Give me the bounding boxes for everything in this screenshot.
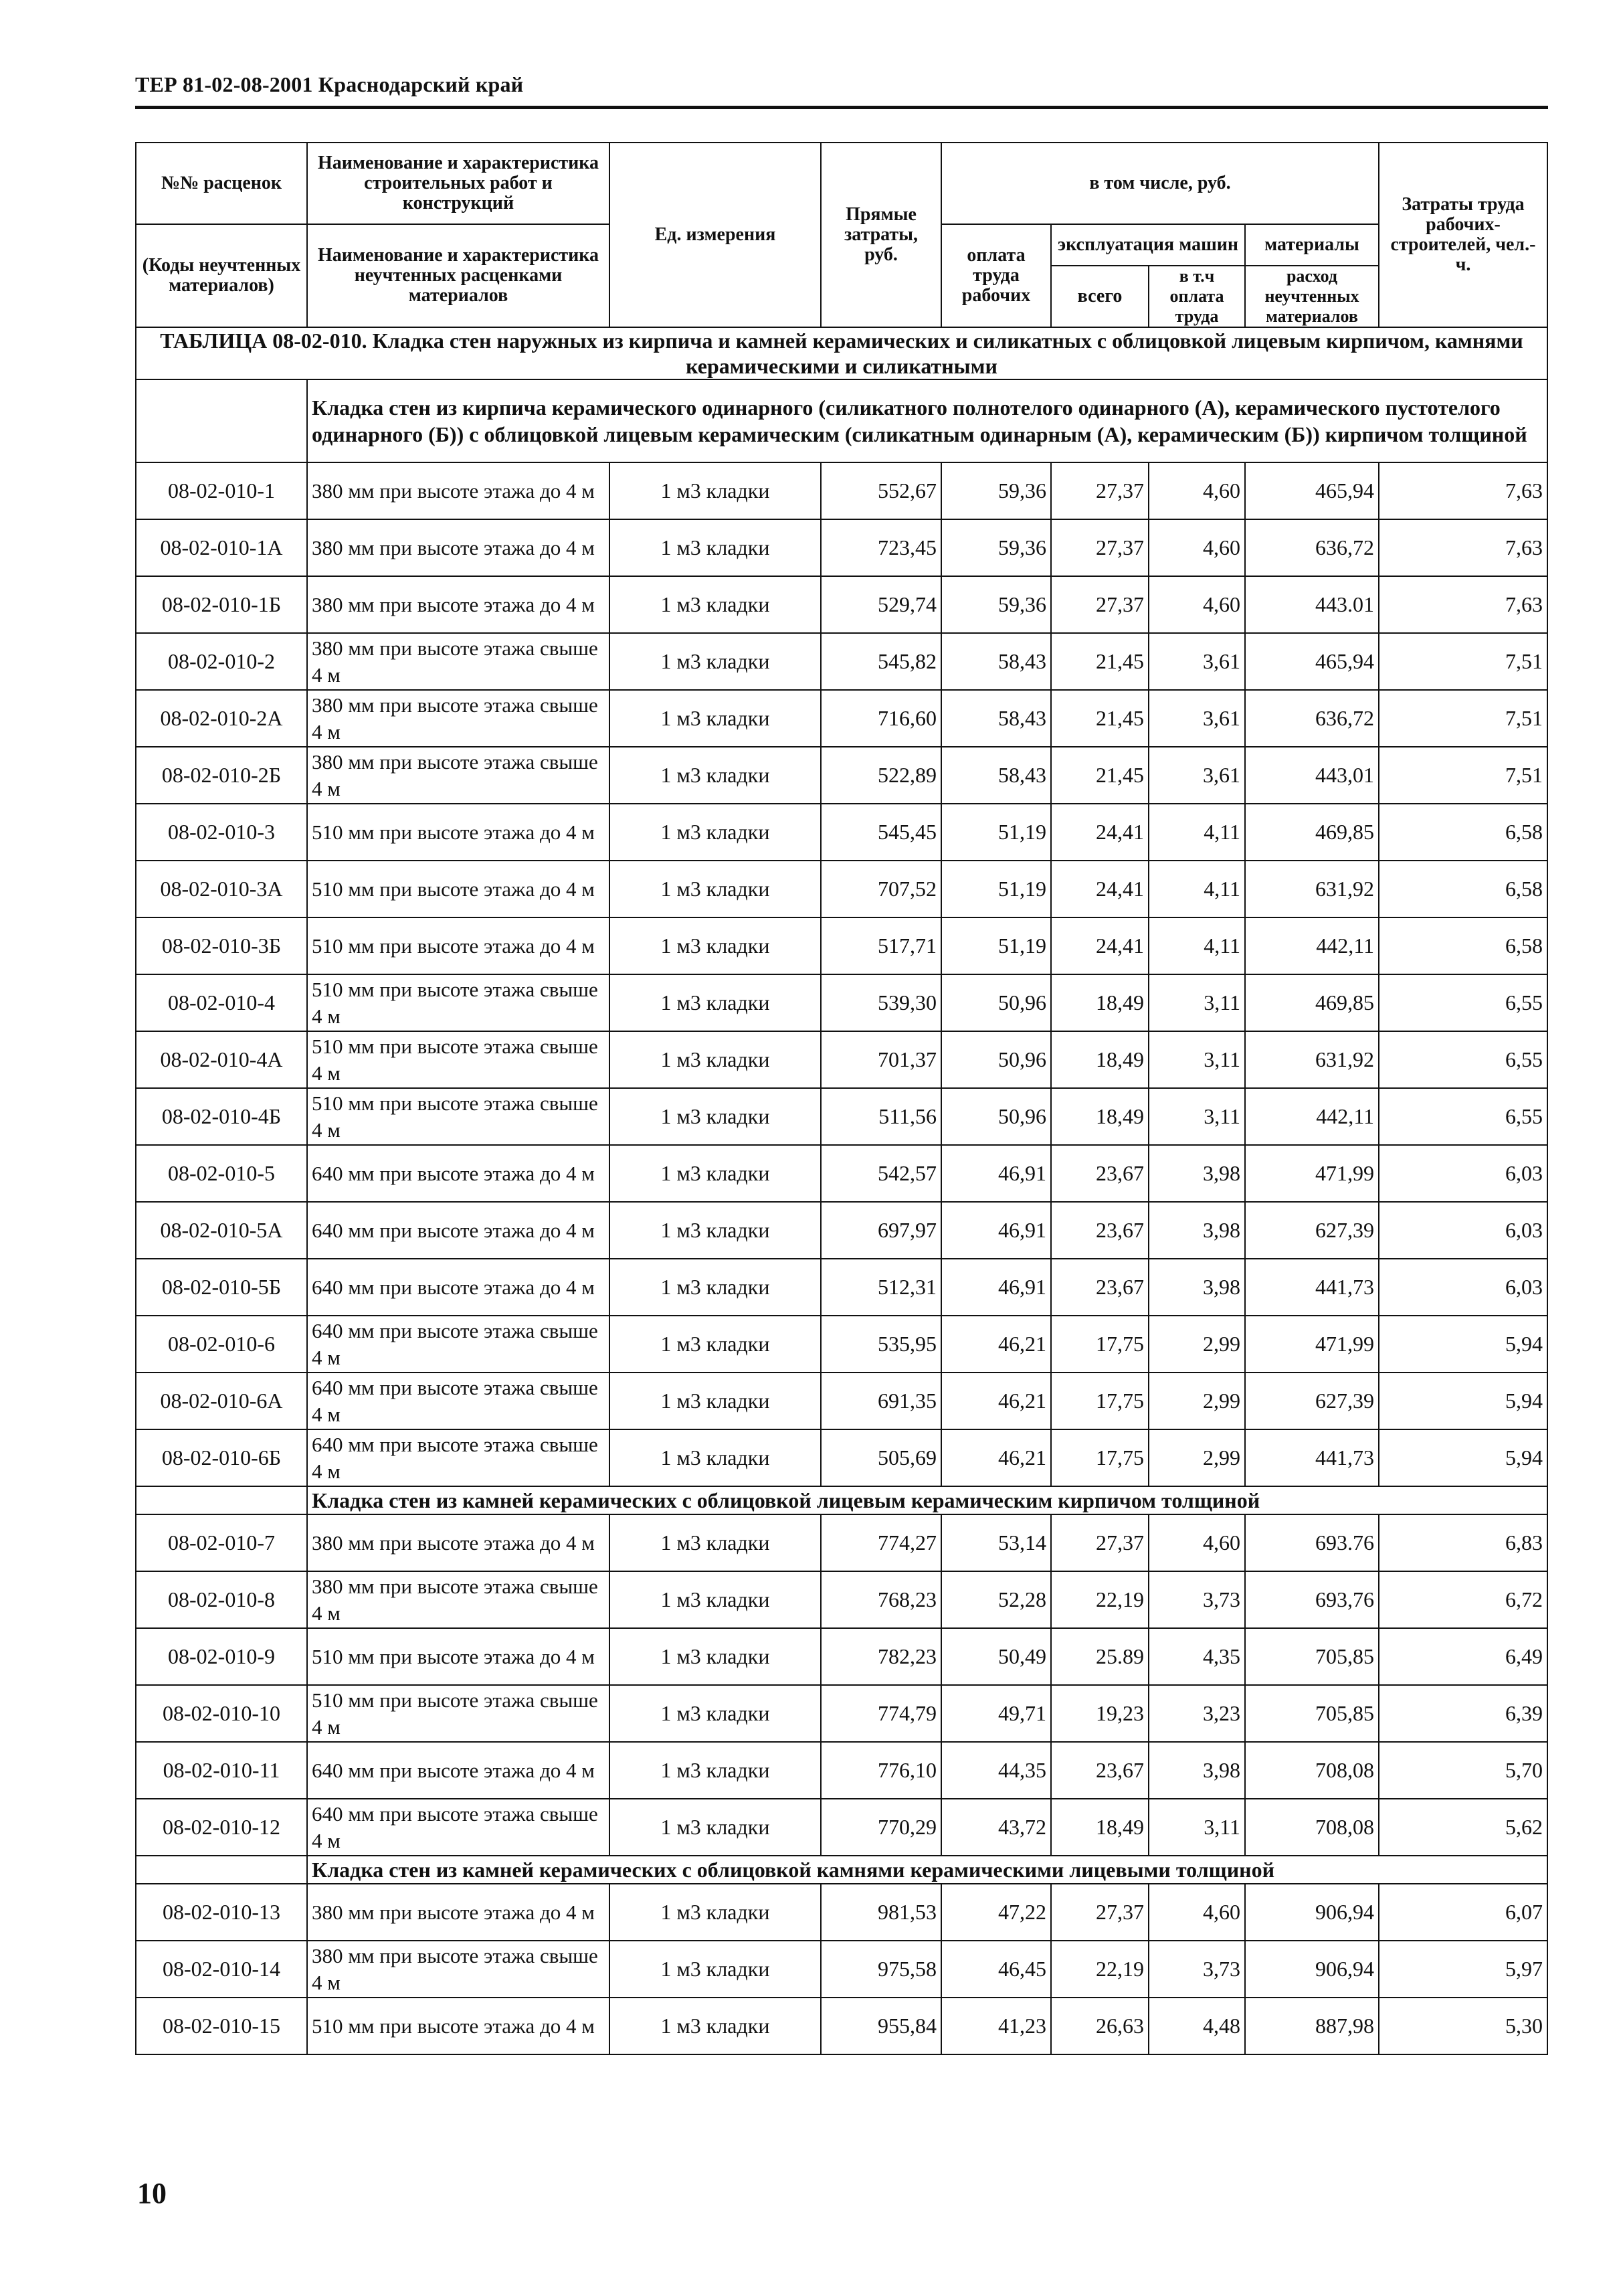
work-name: 640 мм при высоте этажа свыше 4 м xyxy=(307,1799,609,1856)
wages-cost: 50,96 xyxy=(941,1031,1051,1088)
wages-cost: 59,36 xyxy=(941,576,1051,633)
wages-cost: 53,14 xyxy=(941,1514,1051,1571)
section-blank-cell xyxy=(136,1856,307,1884)
work-name: 510 мм при высоте этажа до 4 м xyxy=(307,917,609,974)
materials-cost: 465,94 xyxy=(1245,462,1379,519)
labor-hours: 6,03 xyxy=(1379,1259,1547,1316)
machines-wages-cost: 3,98 xyxy=(1149,1259,1245,1316)
work-name: 510 мм при высоте этажа до 4 м xyxy=(307,1998,609,2054)
rate-code: 08-02-010-6А xyxy=(136,1373,307,1429)
machines-wages-cost: 3,61 xyxy=(1149,747,1245,804)
unit-of-measure: 1 м3 кладки xyxy=(609,1316,821,1373)
machines-cost: 26,63 xyxy=(1051,1998,1149,2054)
wages-cost: 46,21 xyxy=(941,1316,1051,1373)
rate-code: 08-02-010-4Б xyxy=(136,1088,307,1145)
rate-code: 08-02-010-6Б xyxy=(136,1429,307,1486)
rate-code: 08-02-010-2 xyxy=(136,633,307,690)
col-code-header: №№ расценок xyxy=(136,143,307,224)
materials-cost: 705,85 xyxy=(1245,1628,1379,1685)
section-blank-cell xyxy=(136,379,307,462)
materials-cost: 631,92 xyxy=(1245,861,1379,917)
labor-hours: 5,70 xyxy=(1379,1742,1547,1799)
rate-code: 08-02-010-3Б xyxy=(136,917,307,974)
machines-cost: 27,37 xyxy=(1051,519,1149,576)
rate-code: 08-02-010-2А xyxy=(136,690,307,747)
machines-cost: 27,37 xyxy=(1051,1884,1149,1941)
machines-wages-cost: 4,11 xyxy=(1149,804,1245,861)
work-name: 380 мм при высоте этажа до 4 м xyxy=(307,1514,609,1571)
wages-cost: 46,91 xyxy=(941,1145,1051,1202)
labor-hours: 5,94 xyxy=(1379,1316,1547,1373)
table-row xyxy=(136,519,1547,576)
machines-wages-cost: 3,23 xyxy=(1149,1685,1245,1742)
direct-cost: 529,74 xyxy=(821,576,941,633)
work-name: 380 мм при высоте этажа до 4 м xyxy=(307,1884,609,1941)
labor-hours: 5,94 xyxy=(1379,1373,1547,1429)
col-name-alt-header: Наименование и характеристика неучтенных расценками материалов xyxy=(307,224,609,327)
rate-code: 08-02-010-2Б xyxy=(136,747,307,804)
page-header: ТЕР 81-02-08-2001 Краснодарский край xyxy=(135,72,524,96)
machines-wages-cost: 3,11 xyxy=(1149,974,1245,1031)
table-row xyxy=(136,1941,1547,1998)
machines-cost: 18,49 xyxy=(1051,974,1149,1031)
labor-hours: 6,49 xyxy=(1379,1628,1547,1685)
materials-cost: 693.76 xyxy=(1245,1514,1379,1571)
machines-cost: 24,41 xyxy=(1051,804,1149,861)
work-name: 380 мм при высоте этажа свыше 4 м xyxy=(307,1941,609,1998)
table-row xyxy=(136,1884,1547,1941)
rate-code: 08-02-010-5А xyxy=(136,1202,307,1259)
col-machines-wages-header: в т.ч оплата труда xyxy=(1149,266,1245,327)
materials-cost: 469,85 xyxy=(1245,974,1379,1031)
table-row xyxy=(136,974,1547,1031)
machines-cost: 22,19 xyxy=(1051,1571,1149,1628)
table-row xyxy=(136,1571,1547,1628)
wages-cost: 47,22 xyxy=(941,1884,1051,1941)
work-name: 510 мм при высоте этажа свыше 4 м xyxy=(307,1031,609,1088)
labor-hours: 6,39 xyxy=(1379,1685,1547,1742)
direct-cost: 552,67 xyxy=(821,462,941,519)
table-row xyxy=(136,1259,1547,1316)
labor-hours: 7,63 xyxy=(1379,576,1547,633)
machines-cost: 25.89 xyxy=(1051,1628,1149,1685)
labor-hours: 6,58 xyxy=(1379,804,1547,861)
col-materials-alt-header: расход неучтенных материалов xyxy=(1245,266,1379,327)
labor-hours: 5,94 xyxy=(1379,1429,1547,1486)
work-name: 640 мм при высоте этажа до 4 м xyxy=(307,1145,609,1202)
unit-of-measure: 1 м3 кладки xyxy=(609,917,821,974)
table-row xyxy=(136,1628,1547,1685)
rate-code: 08-02-010-9 xyxy=(136,1628,307,1685)
direct-cost: 776,10 xyxy=(821,1742,941,1799)
labor-hours: 7,51 xyxy=(1379,633,1547,690)
unit-of-measure: 1 м3 кладки xyxy=(609,576,821,633)
machines-cost: 17,75 xyxy=(1051,1316,1149,1373)
labor-hours: 7,51 xyxy=(1379,747,1547,804)
machines-wages-cost: 4,60 xyxy=(1149,576,1245,633)
col-unit-header: Ед. измерения xyxy=(609,143,821,327)
machines-cost: 23,67 xyxy=(1051,1145,1149,1202)
materials-cost: 705,85 xyxy=(1245,1685,1379,1742)
materials-cost: 471,99 xyxy=(1245,1316,1379,1373)
table-row xyxy=(136,1088,1547,1145)
materials-cost: 887,98 xyxy=(1245,1998,1379,2054)
table-row xyxy=(136,462,1547,519)
wages-cost: 50,96 xyxy=(941,974,1051,1031)
unit-of-measure: 1 м3 кладки xyxy=(609,1202,821,1259)
unit-of-measure: 1 м3 кладки xyxy=(609,1514,821,1571)
unit-of-measure: 1 м3 кладки xyxy=(609,1145,821,1202)
machines-wages-cost: 3,61 xyxy=(1149,633,1245,690)
wages-cost: 46,91 xyxy=(941,1202,1051,1259)
work-name: 640 мм при высоте этажа свыше 4 м xyxy=(307,1316,609,1373)
col-materials-header: материалы xyxy=(1245,224,1379,266)
work-name: 380 мм при высоте этажа свыше 4 м xyxy=(307,690,609,747)
labor-hours: 6,55 xyxy=(1379,1088,1547,1145)
labor-hours: 6,58 xyxy=(1379,917,1547,974)
machines-cost: 21,45 xyxy=(1051,747,1149,804)
unit-of-measure: 1 м3 кладки xyxy=(609,1742,821,1799)
direct-cost: 768,23 xyxy=(821,1571,941,1628)
rate-code: 08-02-010-7 xyxy=(136,1514,307,1571)
rate-code: 08-02-010-1Б xyxy=(136,576,307,633)
machines-wages-cost: 3,73 xyxy=(1149,1941,1245,1998)
machines-wages-cost: 3,11 xyxy=(1149,1799,1245,1856)
wages-cost: 58,43 xyxy=(941,633,1051,690)
labor-hours: 6,03 xyxy=(1379,1202,1547,1259)
wages-cost: 52,28 xyxy=(941,1571,1051,1628)
section-row xyxy=(136,1856,1547,1884)
work-name: 510 мм при высоте этажа до 4 м xyxy=(307,804,609,861)
section-row xyxy=(136,379,1547,462)
materials-cost: 627,39 xyxy=(1245,1373,1379,1429)
machines-wages-cost: 4,60 xyxy=(1149,462,1245,519)
machines-wages-cost: 2,99 xyxy=(1149,1429,1245,1486)
machines-wages-cost: 3,98 xyxy=(1149,1145,1245,1202)
materials-cost: 636,72 xyxy=(1245,690,1379,747)
direct-cost: 701,37 xyxy=(821,1031,941,1088)
table-row xyxy=(136,1742,1547,1799)
wages-cost: 58,43 xyxy=(941,690,1051,747)
wages-cost: 43,72 xyxy=(941,1799,1051,1856)
labor-hours: 5,62 xyxy=(1379,1799,1547,1856)
labor-hours: 7,51 xyxy=(1379,690,1547,747)
machines-wages-cost: 4,11 xyxy=(1149,861,1245,917)
unit-of-measure: 1 м3 кладки xyxy=(609,804,821,861)
rate-code: 08-02-010-15 xyxy=(136,1998,307,2054)
machines-wages-cost: 3,11 xyxy=(1149,1031,1245,1088)
materials-cost: 443,01 xyxy=(1245,747,1379,804)
labor-hours: 6,55 xyxy=(1379,974,1547,1031)
unit-of-measure: 1 м3 кладки xyxy=(609,1031,821,1088)
materials-cost: 631,92 xyxy=(1245,1031,1379,1088)
wages-cost: 51,19 xyxy=(941,917,1051,974)
unit-of-measure: 1 м3 кладки xyxy=(609,1259,821,1316)
unit-of-measure: 1 м3 кладки xyxy=(609,1429,821,1486)
wages-cost: 51,19 xyxy=(941,804,1051,861)
labor-hours: 6,83 xyxy=(1379,1514,1547,1571)
table-row xyxy=(136,917,1547,974)
direct-cost: 539,30 xyxy=(821,974,941,1031)
labor-hours: 5,30 xyxy=(1379,1998,1547,2054)
table-row xyxy=(136,1316,1547,1373)
table-row xyxy=(136,1998,1547,2054)
materials-cost: 636,72 xyxy=(1245,519,1379,576)
rate-code: 08-02-010-11 xyxy=(136,1742,307,1799)
rate-code: 08-02-010-6 xyxy=(136,1316,307,1373)
unit-of-measure: 1 м3 кладки xyxy=(609,519,821,576)
materials-cost: 465,94 xyxy=(1245,633,1379,690)
section-title: Кладка стен из кирпича керамического одинарного (силикатного полнотелого одинарного (А), керамического пустотелого одинарного (Б)) с облицовкой лицевым керамическим (силикатным одинарным (А), керамическим (Б)) кирпичом толщиной xyxy=(307,379,1547,462)
labor-hours: 6,03 xyxy=(1379,1145,1547,1202)
rate-code: 08-02-010-3 xyxy=(136,804,307,861)
direct-cost: 716,60 xyxy=(821,690,941,747)
header-rule xyxy=(135,106,1548,109)
materials-cost: 442,11 xyxy=(1245,1088,1379,1145)
machines-wages-cost: 3,73 xyxy=(1149,1571,1245,1628)
materials-cost: 441,73 xyxy=(1245,1429,1379,1486)
work-name: 510 мм при высоте этажа до 4 м xyxy=(307,861,609,917)
unit-of-measure: 1 м3 кладки xyxy=(609,1571,821,1628)
work-name: 510 мм при высоте этажа свыше 4 м xyxy=(307,1685,609,1742)
wages-cost: 59,36 xyxy=(941,519,1051,576)
machines-wages-cost: 2,99 xyxy=(1149,1316,1245,1373)
direct-cost: 774,79 xyxy=(821,1685,941,1742)
materials-cost: 708,08 xyxy=(1245,1799,1379,1856)
direct-cost: 545,45 xyxy=(821,804,941,861)
direct-cost: 697,97 xyxy=(821,1202,941,1259)
table-title: ТАБЛИЦА 08-02-010. Кладка стен наружных из кирпича и камней керамических и силикатных с облицовкой лицевым кирпичом, камнями керамическими и силикатными xyxy=(136,327,1547,379)
table-row xyxy=(136,1373,1547,1429)
machines-wages-cost: 4,60 xyxy=(1149,1884,1245,1941)
materials-cost: 708,08 xyxy=(1245,1742,1379,1799)
direct-cost: 723,45 xyxy=(821,519,941,576)
wages-cost: 46,45 xyxy=(941,1941,1051,1998)
materials-cost: 693,76 xyxy=(1245,1571,1379,1628)
unit-of-measure: 1 м3 кладки xyxy=(609,1884,821,1941)
work-name: 640 мм при высоте этажа свыше 4 м xyxy=(307,1429,609,1486)
direct-cost: 505,69 xyxy=(821,1429,941,1486)
work-name: 640 мм при высоте этажа до 4 м xyxy=(307,1202,609,1259)
machines-cost: 23,67 xyxy=(1051,1742,1149,1799)
machines-wages-cost: 4,60 xyxy=(1149,1514,1245,1571)
work-name: 380 мм при высоте этажа до 4 м xyxy=(307,462,609,519)
work-name: 380 мм при высоте этажа до 4 м xyxy=(307,576,609,633)
machines-cost: 27,37 xyxy=(1051,1514,1149,1571)
rate-code: 08-02-010-1 xyxy=(136,462,307,519)
materials-cost: 441,73 xyxy=(1245,1259,1379,1316)
materials-cost: 627,39 xyxy=(1245,1202,1379,1259)
materials-cost: 471,99 xyxy=(1245,1145,1379,1202)
col-direct-header: Прямые затраты, руб. xyxy=(821,143,941,327)
work-name: 640 мм при высоте этажа свыше 4 м xyxy=(307,1373,609,1429)
machines-wages-cost: 3,98 xyxy=(1149,1202,1245,1259)
labor-hours: 6,72 xyxy=(1379,1571,1547,1628)
table-row xyxy=(136,1031,1547,1088)
materials-cost: 906,94 xyxy=(1245,1941,1379,1998)
work-name: 640 мм при высоте этажа до 4 м xyxy=(307,1742,609,1799)
table-row xyxy=(136,576,1547,633)
rate-code: 08-02-010-1А xyxy=(136,519,307,576)
machines-cost: 27,37 xyxy=(1051,576,1149,633)
direct-cost: 517,71 xyxy=(821,917,941,974)
rate-code: 08-02-010-5 xyxy=(136,1145,307,1202)
section-row xyxy=(136,1486,1547,1514)
table-row xyxy=(136,861,1547,917)
wages-cost: 41,23 xyxy=(941,1998,1051,2054)
col-code-alt-header: (Коды неучтенных материалов) xyxy=(136,224,307,327)
unit-of-measure: 1 м3 кладки xyxy=(609,1799,821,1856)
direct-cost: 770,29 xyxy=(821,1799,941,1856)
unit-of-measure: 1 м3 кладки xyxy=(609,1941,821,1998)
table-row xyxy=(136,633,1547,690)
materials-cost: 906,94 xyxy=(1245,1884,1379,1941)
machines-cost: 18,49 xyxy=(1051,1031,1149,1088)
machines-cost: 22,19 xyxy=(1051,1941,1149,1998)
labor-hours: 5,97 xyxy=(1379,1941,1547,1998)
work-name: 380 мм при высоте этажа до 4 м xyxy=(307,519,609,576)
unit-of-measure: 1 м3 кладки xyxy=(609,974,821,1031)
machines-wages-cost: 4,11 xyxy=(1149,917,1245,974)
rates-table xyxy=(135,142,1548,2055)
unit-of-measure: 1 м3 кладки xyxy=(609,747,821,804)
direct-cost: 955,84 xyxy=(821,1998,941,2054)
table-row xyxy=(136,804,1547,861)
work-name: 510 мм при высоте этажа свыше 4 м xyxy=(307,974,609,1031)
direct-cost: 707,52 xyxy=(821,861,941,917)
work-name: 380 мм при высоте этажа свыше 4 м xyxy=(307,747,609,804)
wages-cost: 59,36 xyxy=(941,462,1051,519)
machines-cost: 21,45 xyxy=(1051,633,1149,690)
direct-cost: 975,58 xyxy=(821,1941,941,1998)
col-machines-total-header: всего xyxy=(1051,266,1149,327)
machines-cost: 24,41 xyxy=(1051,917,1149,974)
labor-hours: 6,58 xyxy=(1379,861,1547,917)
direct-cost: 981,53 xyxy=(821,1884,941,1941)
col-including-header: в том числе, руб. xyxy=(941,143,1379,224)
unit-of-measure: 1 м3 кладки xyxy=(609,861,821,917)
rate-code: 08-02-010-4А xyxy=(136,1031,307,1088)
unit-of-measure: 1 м3 кладки xyxy=(609,1088,821,1145)
wages-cost: 49,71 xyxy=(941,1685,1051,1742)
machines-cost: 18,49 xyxy=(1051,1088,1149,1145)
machines-cost: 23,67 xyxy=(1051,1259,1149,1316)
direct-cost: 774,27 xyxy=(821,1514,941,1571)
direct-cost: 522,89 xyxy=(821,747,941,804)
materials-cost: 443.01 xyxy=(1245,576,1379,633)
machines-cost: 18,49 xyxy=(1051,1799,1149,1856)
unit-of-measure: 1 м3 кладки xyxy=(609,690,821,747)
materials-cost: 469,85 xyxy=(1245,804,1379,861)
work-name: 380 мм при высоте этажа свыше 4 м xyxy=(307,1571,609,1628)
machines-cost: 19,23 xyxy=(1051,1685,1149,1742)
machines-wages-cost: 3,11 xyxy=(1149,1088,1245,1145)
table-row xyxy=(136,1202,1547,1259)
col-wages-header: оплата труда рабочих xyxy=(941,224,1051,327)
table-row xyxy=(136,1429,1547,1486)
machines-cost: 21,45 xyxy=(1051,690,1149,747)
machines-wages-cost: 3,98 xyxy=(1149,1742,1245,1799)
col-name-header: Наименование и характеристика строительных работ и конструкций xyxy=(307,143,609,224)
wages-cost: 51,19 xyxy=(941,861,1051,917)
machines-cost: 17,75 xyxy=(1051,1373,1149,1429)
col-machines-header: эксплуатация машин xyxy=(1051,224,1245,266)
machines-wages-cost: 4,35 xyxy=(1149,1628,1245,1685)
direct-cost: 512,31 xyxy=(821,1259,941,1316)
section-title: Кладка стен из камней керамических с облицовкой камнями керамическими лицевыми толщиной xyxy=(307,1856,1547,1884)
unit-of-measure: 1 м3 кладки xyxy=(609,462,821,519)
work-name: 380 мм при высоте этажа свыше 4 м xyxy=(307,633,609,690)
labor-hours: 7,63 xyxy=(1379,462,1547,519)
work-name: 640 мм при высоте этажа до 4 м xyxy=(307,1259,609,1316)
labor-hours: 6,07 xyxy=(1379,1884,1547,1941)
rate-code: 08-02-010-8 xyxy=(136,1571,307,1628)
work-name: 510 мм при высоте этажа свыше 4 м xyxy=(307,1088,609,1145)
section-blank-cell xyxy=(136,1486,307,1514)
direct-cost: 545,82 xyxy=(821,633,941,690)
unit-of-measure: 1 м3 кладки xyxy=(609,1685,821,1742)
rate-code: 08-02-010-13 xyxy=(136,1884,307,1941)
direct-cost: 782,23 xyxy=(821,1628,941,1685)
wages-cost: 46,21 xyxy=(941,1429,1051,1486)
table-row xyxy=(136,1799,1547,1856)
wages-cost: 46,21 xyxy=(941,1373,1051,1429)
wages-cost: 46,91 xyxy=(941,1259,1051,1316)
section-title: Кладка стен из камней керамических с облицовкой лицевым керамическим кирпичом толщиной xyxy=(307,1486,1547,1514)
machines-cost: 27,37 xyxy=(1051,462,1149,519)
unit-of-measure: 1 м3 кладки xyxy=(609,1998,821,2054)
machines-cost: 23,67 xyxy=(1051,1202,1149,1259)
rate-code: 08-02-010-10 xyxy=(136,1685,307,1742)
rate-code: 08-02-010-5Б xyxy=(136,1259,307,1316)
table-row xyxy=(136,1685,1547,1742)
wages-cost: 44,35 xyxy=(941,1742,1051,1799)
machines-wages-cost: 4,60 xyxy=(1149,519,1245,576)
unit-of-measure: 1 м3 кладки xyxy=(609,1373,821,1429)
machines-cost: 24,41 xyxy=(1051,861,1149,917)
unit-of-measure: 1 м3 кладки xyxy=(609,1628,821,1685)
table-row xyxy=(136,1145,1547,1202)
rate-code: 08-02-010-14 xyxy=(136,1941,307,1998)
direct-cost: 511,56 xyxy=(821,1088,941,1145)
machines-wages-cost: 2,99 xyxy=(1149,1373,1245,1429)
table-row xyxy=(136,747,1547,804)
rate-code: 08-02-010-12 xyxy=(136,1799,307,1856)
work-name: 510 мм при высоте этажа до 4 м xyxy=(307,1628,609,1685)
col-labor-header: Затраты труда рабочих-строителей, чел.-ч. xyxy=(1379,143,1547,327)
direct-cost: 542,57 xyxy=(821,1145,941,1202)
labor-hours: 6,55 xyxy=(1379,1031,1547,1088)
rate-code: 08-02-010-4 xyxy=(136,974,307,1031)
machines-wages-cost: 3,61 xyxy=(1149,690,1245,747)
wages-cost: 58,43 xyxy=(941,747,1051,804)
machines-wages-cost: 4,48 xyxy=(1149,1998,1245,2054)
table-row xyxy=(136,690,1547,747)
machines-cost: 17,75 xyxy=(1051,1429,1149,1486)
direct-cost: 691,35 xyxy=(821,1373,941,1429)
wages-cost: 50,96 xyxy=(941,1088,1051,1145)
unit-of-measure: 1 м3 кладки xyxy=(609,633,821,690)
page-number: 10 xyxy=(137,2177,167,2210)
direct-cost: 535,95 xyxy=(821,1316,941,1373)
materials-cost: 442,11 xyxy=(1245,917,1379,974)
rate-code: 08-02-010-3А xyxy=(136,861,307,917)
wages-cost: 50,49 xyxy=(941,1628,1051,1685)
labor-hours: 7,63 xyxy=(1379,519,1547,576)
table-row xyxy=(136,1514,1547,1571)
